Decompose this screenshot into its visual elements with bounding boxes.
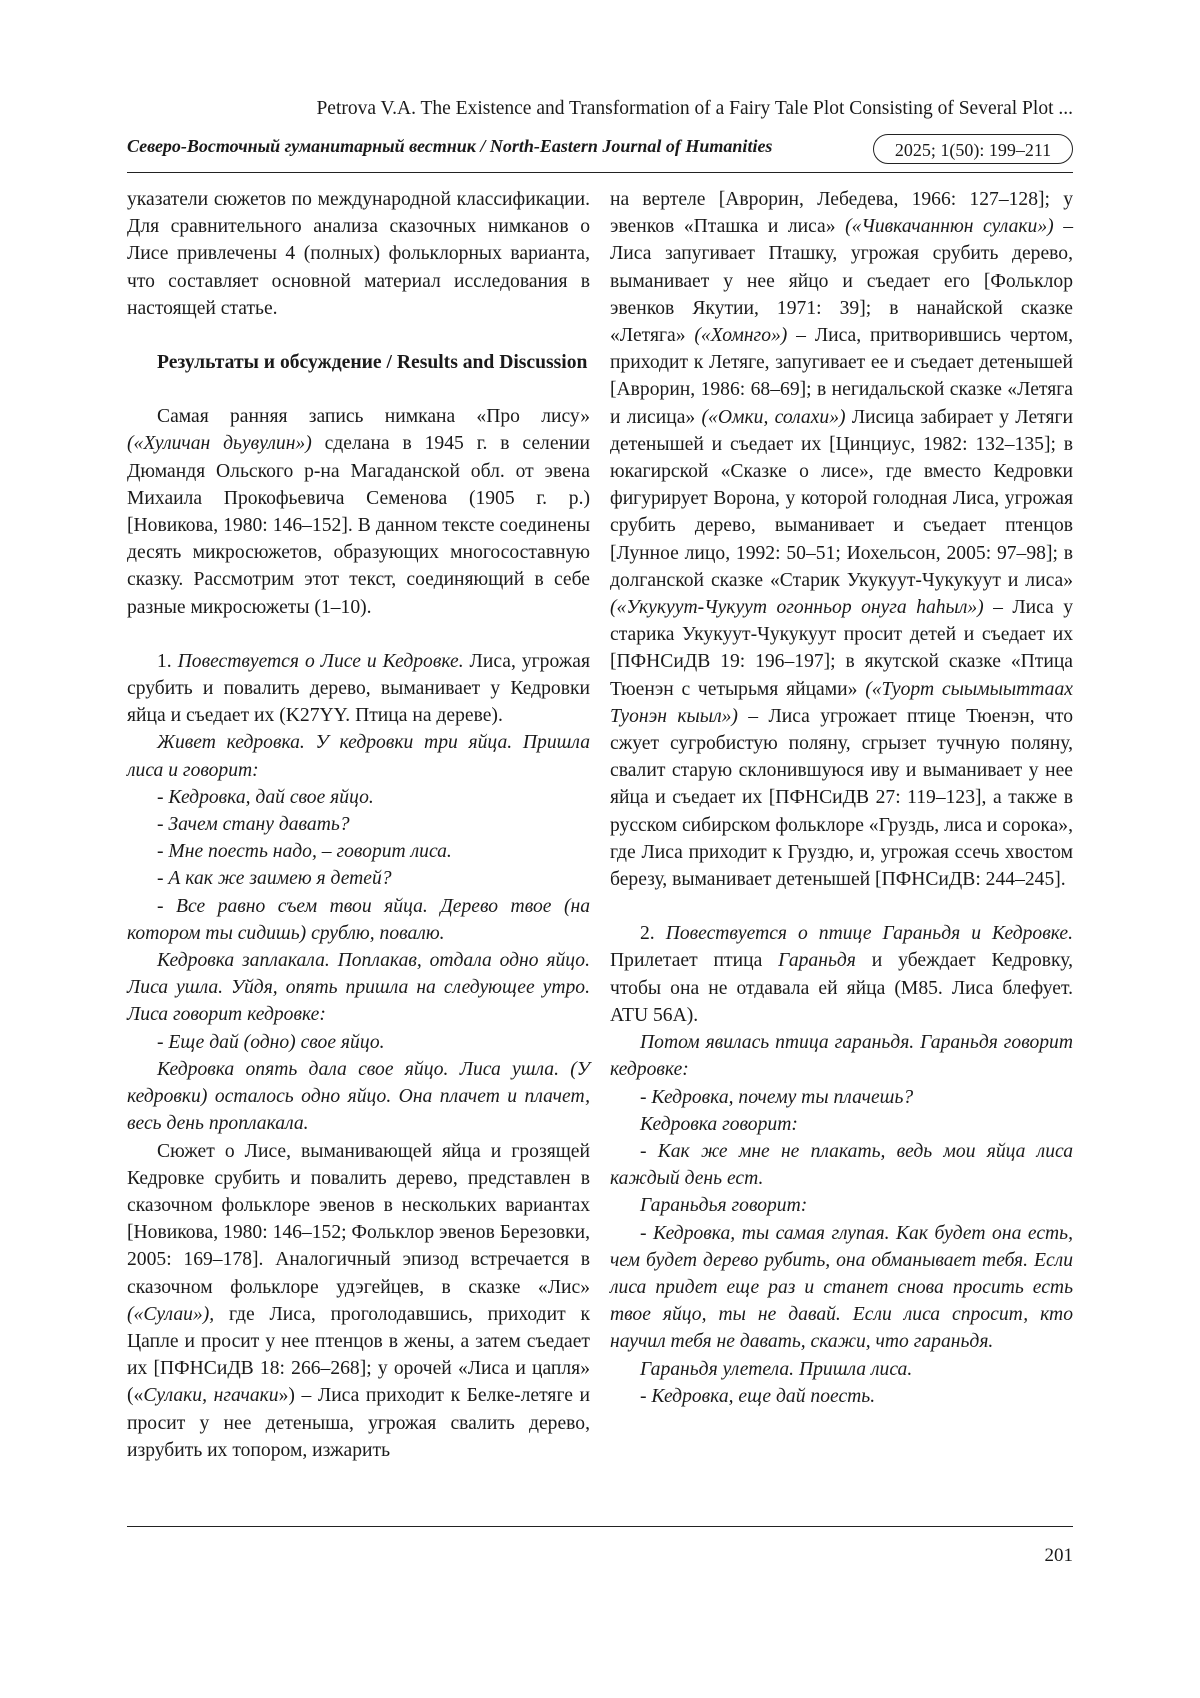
text: – Лиса угрожает птице Тюенэн, что сжует сугробистую поляну, сгрызет тучную поляну, свалит старую склонившуюся иву и выманивает у нее яйца и съедает их [ПФНСиДВ 27: 119–123], а также в русском сибирском фольклоре «Груздь, лиса и сорока», где Лиса приходит к Груздю, и, угрожая ссечь хвостом березу, выманивает детенышей [ПФНСиДВ: 244–245]. xyxy=(610,705,1073,891)
tale-line: - Еще дай (одно) свое яйцо. xyxy=(157,1031,385,1053)
tale-line: Потом явилась птица гараньдя. Гараньдя говорит кедровке: xyxy=(610,1032,1073,1081)
tale-line: Живет кедровка. У кедровки три яйца. Пришла лиса и говорит: xyxy=(127,732,590,781)
text: на вертеле [Аврорин, Лебедева, 1966: 127–128]; у эвенков «Пташка и лиса» xyxy=(610,189,1073,238)
text: Сюжет о Лисе, выманивающей яйца и грозящей Кедровке срубить и повалить дерево, представлен в сказочном фольклоре эвенов в нескольких вариантах [Новикова, 1980: 146–152; Фольклор эвенов Березовки, 2005: 169–178]. Аналогичный эпизод встречается в сказочном фольклоре удэгейцев, в сказке «Лис» xyxy=(127,1140,590,1298)
tale-title: («Чивкачаннюн сулаки») xyxy=(845,216,1054,238)
text: ») – Лиса приходит к Белке-летяге и просит у нее детеныша, угрожая свалить дерево, изрубить их топором, изжарить xyxy=(127,1385,590,1461)
tale-title: («Туорт сыымыыттаах Туонэн кыыл») xyxy=(610,678,1073,727)
section-heading: Результаты и обсуждение / Results and Discussion xyxy=(157,352,588,374)
running-head: Petrova V.A. The Existence and Transformation of a Fairy Tale Plot Consisting of Several Plot ... xyxy=(316,98,1073,119)
tale-line: - Все равно съем твои яйца. Дерево твое (на котором ты сидишь) срублю, повалю. xyxy=(127,895,590,944)
text: и убеждает Кедровку, чтобы она не отдавала ей яйца (M85. Лиса блефует. ATU 56A). xyxy=(610,950,1074,1026)
bird-name: Гараньдя xyxy=(778,950,856,972)
tale-line: - А как же заимею я детей? xyxy=(157,868,392,890)
tale-line: - Как же мне не плакать, ведь мои яйца лиса каждый день ест. xyxy=(610,1140,1073,1190)
text: – Лиса, притворившись чертом, приходит к Летяге, запугивает ее и съедает детенышей [Аврорин, 1986: 68–69]; в негидальской сказке «Летяга и лисица» xyxy=(610,325,1073,428)
tale-line: - Кедровка, еще дай поесть. xyxy=(640,1385,876,1407)
text: Самая ранняя запись нимкана «Про лису» xyxy=(157,406,590,428)
tale-line: Кедровка опять дала свое яйцо. Лиса ушла. (У кедровки) осталось одно яйцо. Она плачет и плачет, весь день проплакала. xyxy=(127,1058,590,1135)
text: сделана в 1945 г. в селении Дюмандя Ольского р-на Магаданской обл. от эвена Михаила Прокофьевича Семенова (1905 г. р.) [Новикова, 1980: 146–152]. В данном тексте соединены десять микросюжетов, образующих многосоставную сказку. Рассмотрим этот текст, соединяющий в себе разные микросюжеты (1–10). xyxy=(127,433,590,618)
tale-line: - Мне поесть надо, – говорит лиса. xyxy=(157,841,452,863)
tale-title: («Сулаи»), xyxy=(127,1303,215,1325)
paragraph-intro-end: указатели сюжетов по международной классификации. Для сравнительного анализа сказочных нимканов о Лисе привлечены 4 (полных) фольклорных варианта, что составляет основной материал исследования в настоящей статье. xyxy=(127,189,590,319)
left-column xyxy=(127,186,590,1464)
tale-line: Гараньдья говорит: xyxy=(640,1195,808,1217)
text: Прилетает птица xyxy=(610,950,779,972)
tale-title: («Хуличан дьувулин») xyxy=(127,433,312,455)
footer-rule xyxy=(127,1526,1073,1527)
issue-badge: 2025; 1(50): 199–211 xyxy=(873,134,1073,164)
paragraph-earliest-record xyxy=(127,403,590,621)
episode-number: 2. xyxy=(640,923,666,945)
header-rule xyxy=(127,172,1073,173)
episode-2 xyxy=(610,920,1073,1029)
text: Лисица забирает у Летяги детенышей и съедает их [Цинциус, 1982: 132–135]; в юкагирской «Сказке о лисе», где вместо Кедровки фигурирует Ворона, у которой голодная Лиса, угрожая срубить дерево, выманивает и съедает птенцов [Лунное лицо, 1992: 50–51; Иохельсон, 2005: 97–98]; в долганской сказке «Старик Укукуут-Чукукуут и лиса» xyxy=(610,406,1073,591)
episode-title: Повествуется о птице Гараньдя и Кедровке. xyxy=(665,923,1073,945)
text: – Лиса запугивает Пташку, угрожая срубить дерево, выманивает у нее яйцо и съедает его [Фольклор эвенков Якутии, 1971: 39]; в нанайской сказке «Летяга» xyxy=(610,216,1073,347)
tale-line: - Кедровка, ты самая глупая. Как будет она есть, чем будет дерево рубить, она обманывает тебя. Если лиса придет еще раз и станет снова просить есть твое яйцо, ты не давай. Если лиса спросит, кто научил тебя не давать, скажи, что гараньдя. xyxy=(610,1222,1073,1353)
episode-1 xyxy=(127,648,590,730)
tale-line: - Зачем стану давать? xyxy=(157,814,350,836)
tale-title: Сулаки, нгачаки xyxy=(143,1385,279,1407)
episode-number: 1. xyxy=(157,650,178,672)
tale-line: - Кедровка, дай свое яйцо. xyxy=(157,786,374,808)
episode-title: Повествуется о Лисе и Кедровке. xyxy=(177,650,464,672)
tale-line: Кедровка говорит: xyxy=(640,1113,798,1135)
tale-title: («Хомнго») xyxy=(694,325,788,347)
text: – Лиса у старика Укукуут-Чукукуут просит детей и съедает их [ПФНСиДВ 19: 196–197]; в якутской сказке «Птица Тюенэн с четырьмя яйцами» xyxy=(610,597,1073,700)
tale-title: («Укукуут-Чукуут огонньор онуга haһыл») xyxy=(610,597,984,619)
journal-title: Северо-Восточный гуманитарный вестник / North-Eastern Journal of Humanities xyxy=(127,136,773,156)
text: где Лиса, проголодавшись, приходит к Цапле и просит у нее птенцов в жены, а затем съедает их [ПФНСиДВ 18: 266–268]; у орочей «Лиса и цапля» (« xyxy=(127,1303,590,1407)
page-number: 201 xyxy=(1044,1545,1073,1566)
paragraph-variants-cont xyxy=(610,186,1073,893)
text: Лиса, угрожая срубить и повалить дерево, выманивает у Кедровки яйца и съедает их (K27YY. Птица на дереве). xyxy=(127,650,591,727)
tale-line: Гараньдя улетела. Пришла лиса. xyxy=(640,1358,913,1380)
paragraph-variants xyxy=(127,1138,590,1464)
right-column xyxy=(610,186,1073,1410)
tale-line: Кедровка заплакала. Поплакав, отдала одно яйцо. Лиса ушла. Уйдя, опять пришла на следующее утро. Лиса говорит кедровке: xyxy=(127,950,590,1026)
tale-title: («Омки, солахи») xyxy=(701,406,846,428)
tale-line: - Кедровка, почему ты плачешь? xyxy=(640,1086,914,1108)
